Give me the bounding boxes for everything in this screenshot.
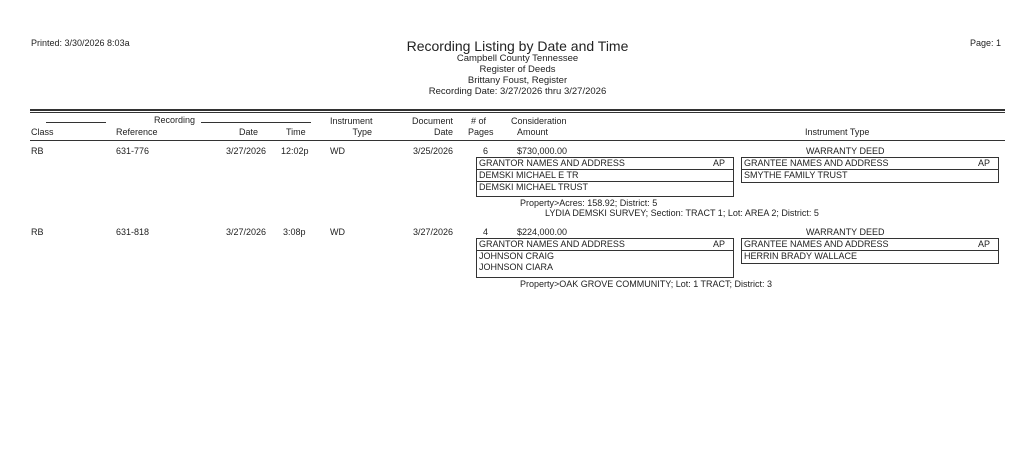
record-2-instrument-type: WARRANTY DEED [806,227,885,237]
record-1-date: 3/27/2026 [226,146,267,156]
record-1-time: 12:02p [281,146,309,156]
col-instrument-l1: Instrument [330,116,373,126]
record-2-property-1: Property>OAK GROVE COMMUNITY; Lot: 1 TRACT; District: 3 [520,279,773,289]
grantee-header [742,239,998,251]
printed-timestamp: Printed: 3/30/2026 8:03a [31,38,130,48]
record-1-property-1: Property>Acres: 158.92; District: 5 [520,198,658,208]
grantor-header-label: GRANTOR NAMES AND ADDRESS [479,158,625,168]
col-reference: Reference [116,127,158,137]
grantor-ap-label: AP [712,158,725,168]
col-instrument-type: Instrument Type [805,127,870,137]
register-name: Brittany Foust, Register [467,74,568,86]
record-2-reference: 631-818 [116,227,150,237]
grantee-name: SMYTHE FAMILY TRUST [744,170,848,180]
col-time: Time [286,127,306,137]
col-instrument-l2: Type [352,127,372,137]
recording-line-right [201,122,311,123]
grantor-ap-label: AP [712,239,725,249]
record-1-instrument: WD [330,146,345,156]
grantor-header-label: GRANTOR NAMES AND ADDRESS [479,239,625,249]
page-number: Page: 1 [969,38,1001,48]
record-1-reference: 631-776 [116,146,150,156]
date-range: Recording Date: 3/27/2026 thru 3/27/2026 [428,85,607,97]
col-pages-l1: # of [471,116,487,126]
record-2-date: 3/27/2026 [226,227,267,237]
col-document-l1: Document [411,116,453,126]
col-pages-l2: Pages [468,127,494,137]
grantee-header [742,158,998,170]
col-class: Class [31,127,54,137]
record-2-amount: $224,000.00 [517,227,568,237]
record-2-grantor-box [476,238,734,278]
report-header [0,38,1035,98]
record-1-class: RB [31,146,44,156]
header-rule-top-2 [30,112,1005,113]
office-name: Register of Deeds [479,64,556,76]
grantor-name: DEMSKI MICHAEL E TR [479,170,579,180]
recording-group-label: Recording [154,115,196,125]
report-title: Recording Listing by Date and Time [406,38,629,54]
header-rule-top [30,109,1005,111]
county-name: Campbell County Tennessee [456,53,579,65]
col-consideration-l1: Consideration [511,116,567,126]
grantor-name: DEMSKI MICHAEL TRUST [477,181,733,193]
record-2-doc-date: 3/27/2026 [412,227,453,237]
record-1-property-2: LYDIA DEMSKI SURVEY; Section: TRACT 1; Lot: AREA 2; District: 5 [545,208,819,218]
record-2-grantee-box [741,238,999,264]
header-rule-bottom [30,140,1005,141]
record-1-grantee-box [741,157,999,183]
col-consideration-l2: Amount [517,127,549,137]
grantor-header [477,158,733,170]
grantor-name: JOHNSON CRAIG [479,251,555,261]
col-date: Date [239,127,259,137]
grantor-name: JOHNSON CIARA [479,262,554,272]
grantor-header [477,239,733,251]
grantee-header-label: GRANTEE NAMES AND ADDRESS [744,158,889,168]
record-2-time: 3:08p [283,227,306,237]
col-document-l2: Date [433,127,453,137]
grantee-name: HERRIN BRADY WALLACE [744,251,858,261]
grantee-ap-label: AP [977,158,990,168]
recording-line-left [46,122,106,123]
record-2-instrument: WD [330,227,345,237]
record-1-grantor-box [476,157,734,197]
grantee-ap-label: AP [977,239,990,249]
record-1-amount: $730,000.00 [517,146,568,156]
record-2-class: RB [31,227,44,237]
record-1-doc-date: 3/25/2026 [412,146,453,156]
record-1-instrument-type: WARRANTY DEED [806,146,885,156]
grantee-header-label: GRANTEE NAMES AND ADDRESS [744,239,889,249]
record-2-pages: 4 [483,227,489,237]
record-1-pages: 6 [483,146,489,156]
